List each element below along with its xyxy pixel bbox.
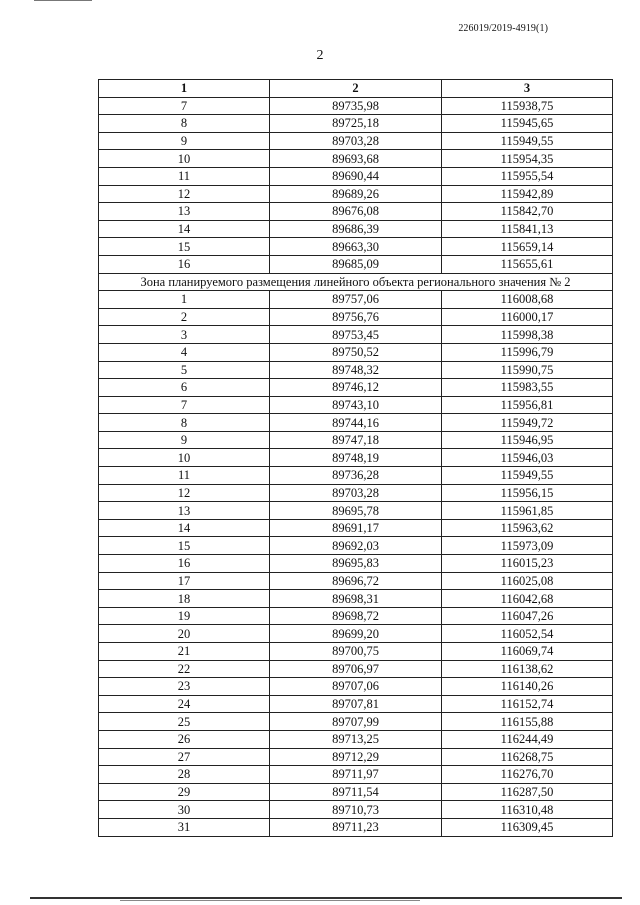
y-coordinate-cell: 115946,95	[442, 431, 613, 449]
table-row	[99, 713, 613, 731]
y-coordinate-cell: 115938,75	[442, 97, 613, 115]
point-number-cell: 21	[99, 643, 270, 661]
x-coordinate-cell: 89695,83	[270, 555, 442, 573]
point-number-cell: 8	[99, 414, 270, 432]
point-number-cell: 7	[99, 396, 270, 414]
table-row	[99, 572, 613, 590]
table-row	[99, 167, 613, 185]
table-row	[99, 467, 613, 485]
point-number-cell: 22	[99, 660, 270, 678]
y-coordinate-cell: 116138,62	[442, 660, 613, 678]
x-coordinate-cell: 89699,20	[270, 625, 442, 643]
table-row	[99, 818, 613, 836]
x-coordinate-cell: 89748,32	[270, 361, 442, 379]
y-coordinate-cell: 115973,09	[442, 537, 613, 555]
x-coordinate-cell: 89725,18	[270, 115, 442, 133]
point-number-cell: 14	[99, 519, 270, 537]
y-coordinate-cell: 115842,70	[442, 203, 613, 221]
table-row	[99, 255, 613, 273]
y-coordinate-cell: 115945,65	[442, 115, 613, 133]
table-row	[99, 220, 613, 238]
x-coordinate-cell: 89693,68	[270, 150, 442, 168]
y-coordinate-cell: 116287,50	[442, 783, 613, 801]
point-number-cell: 4	[99, 343, 270, 361]
point-number-cell: 18	[99, 590, 270, 608]
y-coordinate-cell: 116015,23	[442, 555, 613, 573]
x-coordinate-cell: 89735,98	[270, 97, 442, 115]
y-coordinate-cell: 115954,35	[442, 150, 613, 168]
point-number-cell: 16	[99, 555, 270, 573]
table-row	[99, 643, 613, 661]
y-coordinate-cell: 116268,75	[442, 748, 613, 766]
table-row	[99, 132, 613, 150]
y-coordinate-cell: 116008,68	[442, 291, 613, 309]
x-coordinate-cell: 89753,45	[270, 326, 442, 344]
x-coordinate-cell: 89692,03	[270, 537, 442, 555]
y-coordinate-cell: 115942,89	[442, 185, 613, 203]
table-row	[99, 695, 613, 713]
x-coordinate-cell: 89703,28	[270, 484, 442, 502]
table-header-row	[99, 80, 613, 98]
table-row	[99, 678, 613, 696]
y-coordinate-cell: 116152,74	[442, 695, 613, 713]
y-coordinate-cell: 115659,14	[442, 238, 613, 256]
x-coordinate-cell: 89698,72	[270, 607, 442, 625]
top-scan-mark	[34, 0, 92, 1]
y-coordinate-cell: 115949,72	[442, 414, 613, 432]
x-coordinate-cell: 89685,09	[270, 255, 442, 273]
x-coordinate-cell: 89743,10	[270, 396, 442, 414]
point-number-cell: 15	[99, 537, 270, 555]
zone2-rows	[99, 291, 613, 836]
y-coordinate-cell: 116069,74	[442, 643, 613, 661]
page-number: 2	[316, 48, 324, 63]
point-number-cell: 24	[99, 695, 270, 713]
zone1-rows	[99, 97, 613, 273]
point-number-cell: 28	[99, 766, 270, 784]
table-row	[99, 115, 613, 133]
x-coordinate-cell: 89691,17	[270, 519, 442, 537]
y-coordinate-cell: 116310,48	[442, 801, 613, 819]
x-coordinate-cell: 89707,81	[270, 695, 442, 713]
x-coordinate-cell: 89748,19	[270, 449, 442, 467]
point-number-cell: 11	[99, 467, 270, 485]
point-number-cell: 9	[99, 431, 270, 449]
table-row	[99, 291, 613, 309]
x-coordinate-cell: 89663,30	[270, 238, 442, 256]
table-row	[99, 783, 613, 801]
y-coordinate-cell: 116052,54	[442, 625, 613, 643]
y-coordinate-cell: 115996,79	[442, 343, 613, 361]
table-row	[99, 766, 613, 784]
table-row	[99, 238, 613, 256]
x-coordinate-cell: 89710,73	[270, 801, 442, 819]
table-row	[99, 414, 613, 432]
x-coordinate-cell: 89747,18	[270, 431, 442, 449]
table-row	[99, 431, 613, 449]
x-coordinate-cell: 89706,97	[270, 660, 442, 678]
x-coordinate-cell: 89686,39	[270, 220, 442, 238]
x-coordinate-cell: 89689,26	[270, 185, 442, 203]
x-coordinate-cell: 89736,28	[270, 467, 442, 485]
point-number-cell: 10	[99, 150, 270, 168]
y-coordinate-cell: 115841,13	[442, 220, 613, 238]
point-number-cell: 23	[99, 678, 270, 696]
y-coordinate-cell: 115949,55	[442, 467, 613, 485]
point-number-cell: 9	[99, 132, 270, 150]
zone-heading: Зона планируемого размещения линейного объекта регионального значения № 2	[99, 273, 613, 291]
point-number-cell: 12	[99, 484, 270, 502]
x-coordinate-cell: 89757,06	[270, 291, 442, 309]
x-coordinate-cell: 89690,44	[270, 167, 442, 185]
y-coordinate-cell: 116140,26	[442, 678, 613, 696]
y-coordinate-cell: 115998,38	[442, 326, 613, 344]
point-number-cell: 26	[99, 730, 270, 748]
zone2-heading-section	[99, 273, 613, 291]
point-number-cell: 31	[99, 818, 270, 836]
table-row	[99, 607, 613, 625]
zone-heading-row	[99, 273, 613, 291]
y-coordinate-cell: 115946,03	[442, 449, 613, 467]
table-row	[99, 343, 613, 361]
point-number-cell: 6	[99, 379, 270, 397]
point-number-cell: 5	[99, 361, 270, 379]
y-coordinate-cell: 115983,55	[442, 379, 613, 397]
point-number-cell: 13	[99, 502, 270, 520]
point-number-cell: 29	[99, 783, 270, 801]
point-number-cell: 27	[99, 748, 270, 766]
point-number-cell: 14	[99, 220, 270, 238]
y-coordinate-cell: 115955,54	[442, 167, 613, 185]
x-coordinate-cell: 89698,31	[270, 590, 442, 608]
x-coordinate-cell: 89696,72	[270, 572, 442, 590]
point-number-cell: 3	[99, 326, 270, 344]
y-coordinate-cell: 115655,61	[442, 255, 613, 273]
header-x-coordinate: 2	[270, 80, 442, 98]
x-coordinate-cell: 89712,29	[270, 748, 442, 766]
point-number-cell: 30	[99, 801, 270, 819]
point-number-cell: 11	[99, 167, 270, 185]
x-coordinate-cell: 89750,52	[270, 343, 442, 361]
point-number-cell: 17	[99, 572, 270, 590]
table-row	[99, 555, 613, 573]
x-coordinate-cell: 89700,75	[270, 643, 442, 661]
y-coordinate-cell: 115949,55	[442, 132, 613, 150]
table-row	[99, 590, 613, 608]
table-row	[99, 748, 613, 766]
x-coordinate-cell: 89756,76	[270, 308, 442, 326]
point-number-cell: 1	[99, 291, 270, 309]
y-coordinate-cell: 116000,17	[442, 308, 613, 326]
table-row	[99, 150, 613, 168]
point-number-cell: 2	[99, 308, 270, 326]
point-number-cell: 10	[99, 449, 270, 467]
x-coordinate-cell: 89711,23	[270, 818, 442, 836]
table-row	[99, 730, 613, 748]
point-number-cell: 15	[99, 238, 270, 256]
x-coordinate-cell: 89695,78	[270, 502, 442, 520]
table-row	[99, 519, 613, 537]
point-number-cell: 13	[99, 203, 270, 221]
x-coordinate-cell: 89707,99	[270, 713, 442, 731]
table-row	[99, 502, 613, 520]
point-number-cell: 20	[99, 625, 270, 643]
table-row	[99, 203, 613, 221]
y-coordinate-cell: 116309,45	[442, 818, 613, 836]
table-row	[99, 308, 613, 326]
y-coordinate-cell: 116155,88	[442, 713, 613, 731]
table-row	[99, 537, 613, 555]
table-row	[99, 97, 613, 115]
point-number-cell: 25	[99, 713, 270, 731]
y-coordinate-cell: 115990,75	[442, 361, 613, 379]
table-row	[99, 625, 613, 643]
header-point-number: 1	[99, 80, 270, 98]
coordinates-table	[98, 79, 613, 837]
table-row	[99, 801, 613, 819]
table-row	[99, 484, 613, 502]
x-coordinate-cell: 89703,28	[270, 132, 442, 150]
point-number-cell: 7	[99, 97, 270, 115]
bottom-scan-line-secondary	[120, 900, 420, 901]
x-coordinate-cell: 89676,08	[270, 203, 442, 221]
table-row	[99, 660, 613, 678]
y-coordinate-cell: 116025,08	[442, 572, 613, 590]
x-coordinate-cell: 89713,25	[270, 730, 442, 748]
bottom-scan-line	[30, 897, 622, 899]
table-row	[99, 185, 613, 203]
y-coordinate-cell: 116042,68	[442, 590, 613, 608]
y-coordinate-cell: 116276,70	[442, 766, 613, 784]
table-row	[99, 449, 613, 467]
y-coordinate-cell: 116244,49	[442, 730, 613, 748]
point-number-cell: 16	[99, 255, 270, 273]
header-y-coordinate: 3	[442, 80, 613, 98]
y-coordinate-cell: 115961,85	[442, 502, 613, 520]
y-coordinate-cell: 116047,26	[442, 607, 613, 625]
y-coordinate-cell: 115956,81	[442, 396, 613, 414]
table-row	[99, 396, 613, 414]
x-coordinate-cell: 89744,16	[270, 414, 442, 432]
x-coordinate-cell: 89711,97	[270, 766, 442, 784]
table-row	[99, 379, 613, 397]
x-coordinate-cell: 89711,54	[270, 783, 442, 801]
point-number-cell: 8	[99, 115, 270, 133]
x-coordinate-cell: 89707,06	[270, 678, 442, 696]
x-coordinate-cell: 89746,12	[270, 379, 442, 397]
point-number-cell: 12	[99, 185, 270, 203]
document-number: 226019/2019-4919(1)	[458, 23, 548, 34]
y-coordinate-cell: 115956,15	[442, 484, 613, 502]
table-row	[99, 326, 613, 344]
point-number-cell: 19	[99, 607, 270, 625]
y-coordinate-cell: 115963,62	[442, 519, 613, 537]
table-row	[99, 361, 613, 379]
